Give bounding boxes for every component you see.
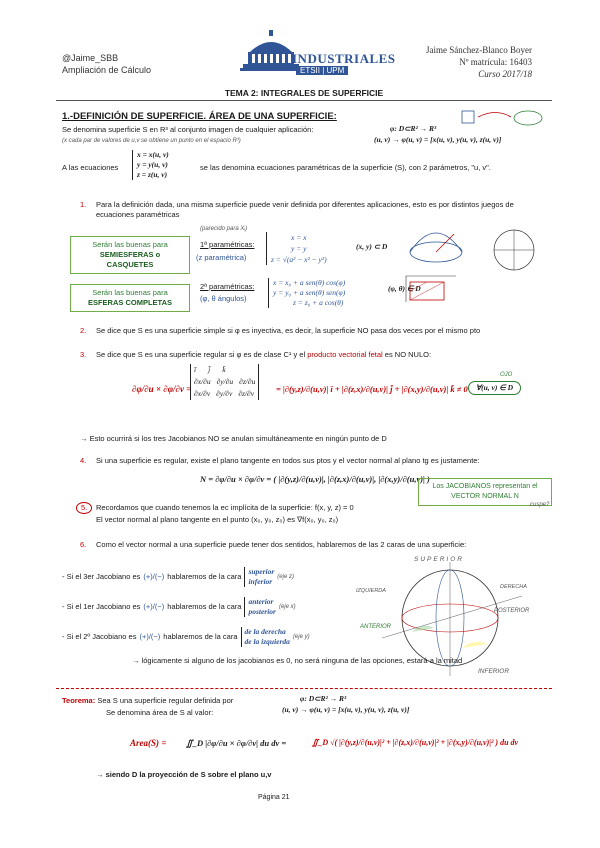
p2-param: (φ, θ ángulos) (200, 294, 247, 303)
item4-text: Si una superficie es regular, existe el plano tangente en todos sus ptos y el vector normal al plano tg es justamente: (96, 456, 480, 465)
p2-label: 2ª paramétricas: (200, 282, 255, 291)
jacobian-expansion: = |∂(y,z)/∂(u,v)| ī + |∂(z,x)/∂(u,v)| j̄ + |∂(x,y)/∂(u,v)| k̄ ≠ 0 (276, 384, 468, 394)
definition-map-rule: (u, v) → φ(u, v) = [x(u, v), y(u, v), z(u, v)] (374, 135, 502, 144)
jacobian-note-box: Los JACOBIANOS representan el VECTOR NORMAL N (418, 478, 552, 506)
case1-sign: (+)/(−) (143, 572, 165, 581)
p1-label: 1ª paramétricas: (200, 240, 255, 249)
projection-note: → siendo D la proyección de S sobre el plano u,v (96, 770, 272, 779)
curso: Curso 2017/18 (478, 69, 532, 79)
surface-sketch-icon (456, 106, 546, 128)
author-name: Jaime Sánchez-Blanco Boyer (426, 45, 532, 55)
p1-x: x = x (291, 233, 307, 242)
item6-text: Como el vector normal a una superficie puede tener dos sentidos, hablaremos de las 2 caras de una superficie: (96, 540, 467, 549)
sphere-label-anterior: ANTERIOR (360, 624, 392, 630)
eq-z: z = z(u, v) (137, 170, 168, 179)
header-right (426, 44, 532, 80)
item-number-4: 4. (80, 456, 87, 465)
parametric-equations (132, 150, 169, 180)
item3-text-red: producto vectorial fetal (307, 350, 383, 359)
case3-a: de la derecha (244, 627, 286, 636)
matrix-cell: ī (194, 365, 197, 374)
eq-x: x = x(u, v) (137, 150, 169, 159)
theorem-line (62, 696, 233, 706)
sphere-label-derecha: DERECHA (500, 584, 527, 590)
case2-mid: hablaremos de la cara (167, 602, 242, 611)
section-title: 1.-DEFINICIÓN DE SUPERFICIE. ÁREA DE UNA SUPERFICIE: (62, 111, 337, 122)
determinant-matrix (190, 364, 259, 400)
item-number-5: 5. (76, 502, 92, 514)
matrix-cell: ∂x/∂u (194, 377, 211, 386)
item3-text (96, 350, 431, 360)
greenbox1-b1: SEMIESFERAS o (99, 250, 161, 259)
matrix-cell: ∂y/∂v (216, 389, 233, 398)
green-note-semiesferas (70, 236, 190, 274)
case3-mid: hablaremos de la cara (163, 632, 238, 641)
ojo-note: OJO (500, 372, 513, 378)
case3-hand: (eje y) (292, 634, 310, 640)
topic-divider (56, 100, 552, 101)
sphere-label-superior: SUPERIOR (414, 556, 464, 563)
theorem-divider (56, 688, 552, 689)
eq-y: y = y(u, v) (137, 160, 168, 169)
case2-hand: (eje x) (278, 604, 296, 610)
p2-equations (268, 278, 345, 308)
item2-text: Se dice que S es una superficie simple si φ es inyectiva, es decir, la superficie NO pasa dos veces por el mismo pto (96, 326, 481, 335)
item3-consequence: → Esto ocurrirá si los tres Jacobianos NO se anulan simultáneamente en ningún punto de D (80, 434, 387, 443)
green-note-esferas (70, 284, 190, 312)
equations-prefix: A las ecuaciones (62, 163, 119, 172)
case3-options (241, 627, 290, 647)
case1-a: superior (248, 567, 275, 576)
definition-text: Se denomina superficie S en R³ al conjunto imagen de cualquier aplicación: (62, 125, 314, 134)
p2-y: y = y₀ + a sen(θ) sen(φ) (273, 288, 346, 297)
item-number-6: 6. (80, 540, 87, 549)
matrix-cell: ∂y/∂u (216, 377, 234, 386)
case1-hand: (eje z) (277, 574, 294, 580)
sphere-label-inferior: INFERIOR (478, 668, 510, 675)
definition-map: φ: D⊂R² → R³ (390, 124, 437, 133)
matrix-cell: ∂z/∂v (238, 389, 255, 398)
item1-text: Para la definición dada, una misma superficie puede venir definida por diferentes aplicaciones, esto es por distintos juegos de ecuaciones paramétricas (96, 200, 514, 219)
normal-vector-formula: N = ∂φ/∂u × ∂φ/∂v = ( |∂(y,z)/∂(u,v)|, |∂(z,x)/∂(u,v)|, |∂(x,y)/∂(u,v)| ) (200, 474, 430, 484)
logo-title: INDUSTRIALES (292, 51, 396, 66)
case1-mid: hablaremos de la cara (167, 572, 242, 581)
case2-a: anterior (248, 597, 274, 606)
case1-pre: - Si el 3er Jacobiano es (62, 572, 141, 581)
case1-b: inferior (248, 577, 273, 586)
subject: Ampliación de Cálculo (62, 65, 152, 75)
p1-equations (266, 232, 327, 265)
case2-sign: (+)/(−) (143, 602, 165, 611)
sphere-label-izquierda: IZQUIERDA (356, 588, 386, 594)
matrix-cell: ∂z/∂u (239, 377, 256, 386)
page-label: Página (258, 794, 280, 801)
item-number-3: 3. (80, 350, 87, 359)
item3-text-pre: Se dice que S es una superficie regular si φ es de clase C¹ y el (96, 350, 306, 359)
equations-suffix: se las denomina ecuaciones paramétricas de la superficie (S), con 2 parámetros, "u, v". (200, 163, 491, 172)
page-footer (258, 794, 290, 801)
item5-line2: El vector normal al plano tangente en el punto (x₀, y₀, z₀) es ∇f(x₀, y₀, z₀) (96, 515, 339, 524)
case3-sign: (+)/(−) (139, 632, 161, 641)
p2-z: z = z₀ + a cos(θ) (293, 298, 344, 307)
matricula: Nº matrícula: 16403 (459, 57, 532, 67)
matrix-cell: ∂x/∂v (194, 389, 211, 398)
handnote-definition: (x cada par de valores de u,v se obtiene un punto en el espacio R³) (62, 138, 241, 144)
p1-y: y = y (291, 244, 307, 253)
logo-subtitle: ETSII | UPM (296, 66, 348, 75)
p1-z: z = √(a² − x² − y²) (271, 255, 327, 264)
p2-domain: (φ, θ) ∈ D (388, 284, 421, 293)
sphere-label-posterior: POSTERIOR (494, 608, 530, 614)
cuspe-handnote: cuspe? (530, 502, 550, 508)
case-row-2 (62, 597, 296, 617)
page-number: 21 (281, 794, 290, 801)
greenbox2-b: ESFERAS COMPLETAS (87, 298, 173, 307)
item-number-2: 2. (80, 326, 87, 335)
greenbox2-pre: Serán las buenas para (92, 288, 168, 297)
matrix-row-1 (194, 364, 255, 376)
topic-title: TEMA 2: INTEGRALES DE SUPERFICIE (224, 88, 384, 98)
matrix-cell: j̄ (208, 365, 211, 374)
case2-pre: - Si el 1er Jacobiano es (62, 602, 141, 611)
item3-text-post: es NO NULO: (384, 350, 432, 359)
theorem-map-rule: (u, v) → φ(u, v) = [x(u, v), y(u, v), z(u, v)] (282, 705, 410, 714)
matrix-cell: k̄ (222, 365, 226, 374)
theorem-text: Sea S una superficie regular definida por (97, 696, 234, 705)
p2-x: x = x₀ + a sen(θ) cos(φ) (273, 278, 346, 287)
p1-handnote: (parecido para Xᵢ) (200, 226, 248, 232)
hemisphere-sketches-icon (396, 220, 546, 312)
greenbox1-b2: CASQUETES (106, 260, 154, 269)
item5-line1: Recordamos que cuando tenemos la ec implícita de la superficie: f(x, y, z) = 0 (96, 503, 354, 512)
area-intro: Se denomina área de S al valor: (106, 708, 214, 717)
p1-param: (z paramétrica) (196, 253, 247, 262)
p1-domain: (x, y) ⊂ D (356, 242, 388, 251)
theorem-label: Teorema: (62, 696, 96, 705)
theorem-map: φ: D⊂R² → R³ (300, 694, 347, 703)
area-mid: ∬_D |∂φ/∂u × ∂φ/∂v| du dv = (186, 738, 287, 748)
case3-pre: - Si el 2º Jacobiano es (62, 632, 137, 641)
header-left (62, 52, 151, 76)
cross-product-lhs: ∂φ/∂u × ∂φ/∂v = (132, 384, 192, 394)
item6-note: → lógicamente si alguno de los jacobianos es 0, no será ninguna de las opciones, estará a la mitad (132, 656, 463, 665)
greenbox1-pre: Serán las buenas para (92, 240, 168, 249)
matrix-row-2 (194, 376, 255, 388)
case-row-1 (62, 567, 294, 587)
item-number-1: 1. (80, 200, 87, 209)
case2-options (244, 597, 276, 617)
matrix-row-3 (194, 388, 255, 400)
case1-options (244, 567, 274, 587)
domain-circle: ∀(u, v) ∈ D (468, 381, 521, 395)
author-tag: @Jaime_SBB (62, 53, 119, 63)
case2-b: posterior (248, 607, 276, 616)
area-lhs: Area(S) = (130, 738, 167, 748)
area-rhs: ∬_D √( |∂(y,z)/∂(u,v)|² + |∂(z,x)/∂(u,v)|² + |∂(x,y)/∂(u,v)|² ) du dv (312, 738, 519, 747)
case-row-3 (62, 627, 310, 647)
case3-b: de la izquierda (244, 637, 290, 646)
